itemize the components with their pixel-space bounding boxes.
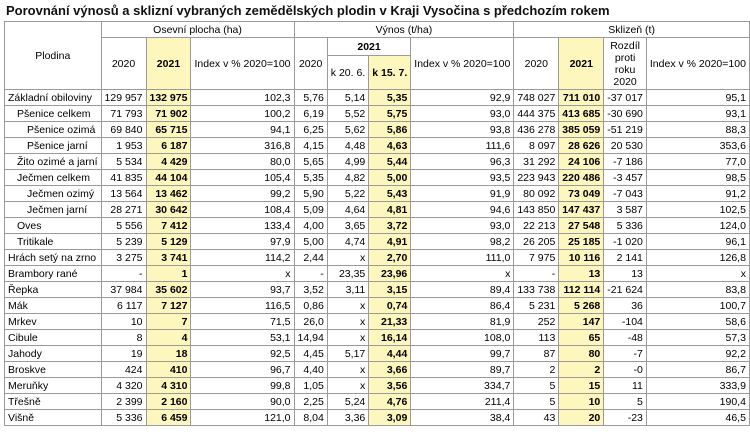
cell-v206: x [327, 250, 368, 266]
cell-sidx: x [646, 266, 749, 282]
cell-v2020: 26,0 [294, 314, 327, 330]
cell-p2020: 19 [101, 346, 146, 362]
cell-p2021: 4 310 [146, 378, 191, 394]
cell-vidx: 91,9 [411, 186, 514, 202]
cell-v2020: 5,65 [294, 154, 327, 170]
cell-sidx: 88,3 [646, 122, 749, 138]
crop-name: Ječmen ozimý [5, 186, 102, 202]
cell-v2020: 3,52 [294, 282, 327, 298]
cell-p2020: 2 399 [101, 394, 146, 410]
table-row [5, 90, 750, 106]
table-row [5, 394, 750, 410]
crop-comparison-table [4, 21, 750, 426]
cell-s2021: 65 [559, 330, 604, 346]
cell-sidx: 77,0 [646, 154, 749, 170]
cell-sidx: 102,5 [646, 202, 749, 218]
cell-sroz: -7 [604, 346, 647, 362]
cell-p2020: 5 336 [101, 410, 146, 426]
cell-vidx: 98,2 [411, 234, 514, 250]
cell-v206: 5,22 [327, 186, 368, 202]
cell-s2020: 436 278 [514, 122, 559, 138]
cell-s2021: 13 [559, 266, 604, 282]
cell-pidx: 108,4 [191, 202, 294, 218]
cell-v206: 4,48 [327, 138, 368, 154]
cell-v206: 4,74 [327, 234, 368, 250]
table-row [5, 362, 750, 378]
cell-s2021: 220 486 [559, 170, 604, 186]
cell-sidx: 98,5 [646, 170, 749, 186]
crop-name: Meruňky [5, 378, 102, 394]
cell-pidx: 92,5 [191, 346, 294, 362]
cell-sroz: 11 [604, 378, 647, 394]
crop-name: Řepka [5, 282, 102, 298]
cell-sroz: -3 457 [604, 170, 647, 186]
table-row [5, 282, 750, 298]
crop-name: Brambory rané [5, 266, 102, 282]
cell-p2020: 129 957 [101, 90, 146, 106]
cell-sidx: 190,4 [646, 394, 749, 410]
cell-v157: 2,70 [369, 250, 411, 266]
table-row [5, 378, 750, 394]
table-body [5, 90, 750, 426]
cell-s2021: 10 [559, 394, 604, 410]
cell-s2020: 113 [514, 330, 559, 346]
header-sklizen-2021: 2021 [559, 38, 604, 90]
cell-s2020: 133 738 [514, 282, 559, 298]
crop-name: Hrách setý na zrno [5, 250, 102, 266]
header-sklizen-index: Index v % 2020=100 [646, 38, 749, 90]
table-row [5, 410, 750, 426]
cell-s2020: 26 205 [514, 234, 559, 250]
cell-s2020: 143 850 [514, 202, 559, 218]
cell-s2021: 28 626 [559, 138, 604, 154]
cell-vidx: 111,0 [411, 250, 514, 266]
cell-s2021: 10 116 [559, 250, 604, 266]
cell-vidx: 93,8 [411, 122, 514, 138]
cell-s2021: 24 106 [559, 154, 604, 170]
cell-v2020: 5,09 [294, 202, 327, 218]
table-row [5, 218, 750, 234]
cell-sroz: 5 336 [604, 218, 647, 234]
cell-s2020: - [514, 266, 559, 282]
cell-vidx: 38,4 [411, 410, 514, 426]
cell-p2021: 6 459 [146, 410, 191, 426]
cell-v2020: 4,45 [294, 346, 327, 362]
cell-p2021: 5 129 [146, 234, 191, 250]
cell-sroz: -1 020 [604, 234, 647, 250]
cell-p2020: 8 [101, 330, 146, 346]
cell-vidx: 92,9 [411, 90, 514, 106]
cell-sidx: 86,7 [646, 362, 749, 378]
cell-p2021: 18 [146, 346, 191, 362]
cell-sidx: 92,2 [646, 346, 749, 362]
cell-v206: x [327, 298, 368, 314]
cell-v2020: 5,00 [294, 234, 327, 250]
cell-p2020: 69 840 [101, 122, 146, 138]
cell-pidx: 121,0 [191, 410, 294, 426]
cell-v157: 3,09 [369, 410, 411, 426]
cell-v157: 5,00 [369, 170, 411, 186]
crop-name: Oves [5, 218, 102, 234]
cell-sroz: -21 624 [604, 282, 647, 298]
header-plodina: Plodina [5, 22, 102, 90]
cell-v2020: 6,19 [294, 106, 327, 122]
cell-sidx: 58,6 [646, 314, 749, 330]
cell-p2021: 7 412 [146, 218, 191, 234]
cell-s2020: 5 [514, 378, 559, 394]
cell-v2020: 2,44 [294, 250, 327, 266]
cell-v2020: 2,25 [294, 394, 327, 410]
cell-pidx: 53,1 [191, 330, 294, 346]
crop-name: Jahody [5, 346, 102, 362]
cell-pidx: 99,8 [191, 378, 294, 394]
header-vynos: Výnos (t/ha) [294, 22, 514, 38]
crop-name: Mrkev [5, 314, 102, 330]
crop-name: Ječmen celkem [5, 170, 102, 186]
cell-v206: 3,65 [327, 218, 368, 234]
table-row [5, 346, 750, 362]
cell-pidx: 100,2 [191, 106, 294, 122]
cell-pidx: 94,1 [191, 122, 294, 138]
table-row [5, 202, 750, 218]
cell-p2020: 5 239 [101, 234, 146, 250]
cell-v2020: 6,25 [294, 122, 327, 138]
cell-p2020: 1 953 [101, 138, 146, 154]
cell-v157: 5,44 [369, 154, 411, 170]
crop-name: Pšenice jarní [5, 138, 102, 154]
cell-v157: 3,72 [369, 218, 411, 234]
cell-sidx: 333,9 [646, 378, 749, 394]
cell-sroz: -37 017 [604, 90, 647, 106]
crop-name: Mák [5, 298, 102, 314]
cell-v2020: 5,35 [294, 170, 327, 186]
cell-v157: 21,33 [369, 314, 411, 330]
cell-v157: 4,63 [369, 138, 411, 154]
cell-vidx: 89,7 [411, 362, 514, 378]
cell-v206: 3,11 [327, 282, 368, 298]
header-oseva-index: Index v % 2020=100 [191, 38, 294, 90]
cell-v206: 4,82 [327, 170, 368, 186]
crop-name: Ječmen jarní [5, 202, 102, 218]
cell-s2021: 147 437 [559, 202, 604, 218]
cell-v206: 5,62 [327, 122, 368, 138]
cell-v2020: 5,76 [294, 90, 327, 106]
crop-name: Pšenice ozimá [5, 122, 102, 138]
cell-v2020: 8,04 [294, 410, 327, 426]
cell-v157: 5,75 [369, 106, 411, 122]
header-vynos-k15-7: k 15. 7. [369, 56, 411, 90]
header-oseva: Osevní plocha (ha) [101, 22, 294, 38]
cell-p2021: 7 127 [146, 298, 191, 314]
cell-v2020: - [294, 266, 327, 282]
cell-v2020: 4,15 [294, 138, 327, 154]
crop-name: Broskve [5, 362, 102, 378]
header-sklizen: Sklizeň (t) [514, 22, 750, 38]
header-sklizen-2020: 2020 [514, 38, 559, 90]
cell-s2021: 385 059 [559, 122, 604, 138]
cell-v206: x [327, 378, 368, 394]
cell-s2021: 5 268 [559, 298, 604, 314]
cell-s2020: 8 097 [514, 138, 559, 154]
table-row [5, 250, 750, 266]
crop-name: Pšenice celkem [5, 106, 102, 122]
cell-pidx: 99,2 [191, 186, 294, 202]
cell-p2021: 3 741 [146, 250, 191, 266]
cell-sroz: 5 [604, 394, 647, 410]
cell-p2021: 30 642 [146, 202, 191, 218]
cell-s2020: 87 [514, 346, 559, 362]
header-oseva-2020: 2020 [101, 38, 146, 90]
cell-pidx: 116,5 [191, 298, 294, 314]
crop-name: Třešně [5, 394, 102, 410]
table-row [5, 154, 750, 170]
cell-sidx: 57,3 [646, 330, 749, 346]
cell-vidx: 94,6 [411, 202, 514, 218]
cell-p2021: 2 160 [146, 394, 191, 410]
table-row [5, 138, 750, 154]
header-oseva-2021: 2021 [146, 38, 191, 90]
cell-vidx: 81,9 [411, 314, 514, 330]
cell-p2021: 65 715 [146, 122, 191, 138]
cell-s2020: 252 [514, 314, 559, 330]
cell-s2021: 112 114 [559, 282, 604, 298]
cell-s2020: 43 [514, 410, 559, 426]
cell-sroz: -23 [604, 410, 647, 426]
header-vynos-k20-6: k 20. 6. [327, 56, 368, 90]
cell-v157: 5,86 [369, 122, 411, 138]
cell-v157: 3,15 [369, 282, 411, 298]
cell-v2020: 4,00 [294, 218, 327, 234]
cell-sidx: 95,1 [646, 90, 749, 106]
crop-name: Tritikale [5, 234, 102, 250]
cell-vidx: 96,3 [411, 154, 514, 170]
cell-pidx: 105,4 [191, 170, 294, 186]
cell-sidx: 93,1 [646, 106, 749, 122]
cell-s2021: 80 [559, 346, 604, 362]
cell-p2021: 13 462 [146, 186, 191, 202]
crop-name: Cibule [5, 330, 102, 346]
cell-s2020: 31 292 [514, 154, 559, 170]
cell-v157: 0,74 [369, 298, 411, 314]
cell-s2021: 15 [559, 378, 604, 394]
crop-name: Višně [5, 410, 102, 426]
cell-p2020: 5 556 [101, 218, 146, 234]
cell-sroz: 13 [604, 266, 647, 282]
crop-name: Základní obiloviny [5, 90, 102, 106]
cell-sroz: -7 043 [604, 186, 647, 202]
cell-s2021: 2 [559, 362, 604, 378]
cell-v2020: 1,05 [294, 378, 327, 394]
cell-v206: 5,17 [327, 346, 368, 362]
cell-v206: 5,52 [327, 106, 368, 122]
cell-sidx: 126,8 [646, 250, 749, 266]
cell-sroz: -0 [604, 362, 647, 378]
cell-sroz: 20 530 [604, 138, 647, 154]
cell-v206: x [327, 362, 368, 378]
cell-v206: x [327, 314, 368, 330]
cell-pidx: 71,5 [191, 314, 294, 330]
cell-sroz: -30 690 [604, 106, 647, 122]
cell-sroz: -48 [604, 330, 647, 346]
cell-s2020: 80 092 [514, 186, 559, 202]
cell-v206: 3,36 [327, 410, 368, 426]
cell-p2020: 37 984 [101, 282, 146, 298]
cell-v157: 5,35 [369, 90, 411, 106]
table-row [5, 314, 750, 330]
cell-s2020: 748 027 [514, 90, 559, 106]
cell-p2020: 424 [101, 362, 146, 378]
cell-v206: x [327, 330, 368, 346]
table-row [5, 122, 750, 138]
table-row [5, 266, 750, 282]
cell-p2021: 4 [146, 330, 191, 346]
cell-p2020: 5 534 [101, 154, 146, 170]
cell-pidx: 93,7 [191, 282, 294, 298]
cell-p2020: 4 320 [101, 378, 146, 394]
table-row [5, 170, 750, 186]
table-row [5, 106, 750, 122]
cell-s2021: 147 [559, 314, 604, 330]
cell-s2021: 73 049 [559, 186, 604, 202]
cell-p2020: 13 564 [101, 186, 146, 202]
cell-sroz: -51 219 [604, 122, 647, 138]
cell-v206: 5,14 [327, 90, 368, 106]
header-vynos-index: Index v % 2020=100 [411, 38, 514, 90]
cell-s2021: 711 010 [559, 90, 604, 106]
cell-sidx: 100,7 [646, 298, 749, 314]
table-row [5, 186, 750, 202]
cell-s2020: 5 231 [514, 298, 559, 314]
cell-vidx: 111,6 [411, 138, 514, 154]
cell-pidx: 97,9 [191, 234, 294, 250]
cell-sidx: 91,2 [646, 186, 749, 202]
cell-s2021: 20 [559, 410, 604, 426]
cell-sidx: 96,1 [646, 234, 749, 250]
cell-p2021: 7 [146, 314, 191, 330]
cell-vidx: 93,0 [411, 106, 514, 122]
cell-p2020: 71 793 [101, 106, 146, 122]
cell-sidx: 46,5 [646, 410, 749, 426]
page-title: Porovnání výnosů a sklizní vybraných zemědělských plodin v Kraji Vysočina s předchozím rokem [6, 3, 610, 18]
cell-pidx: 90,0 [191, 394, 294, 410]
cell-p2021: 35 602 [146, 282, 191, 298]
cell-p2021: 6 187 [146, 138, 191, 154]
cell-pidx: 316,8 [191, 138, 294, 154]
cell-v2020: 0,86 [294, 298, 327, 314]
cell-vidx: 93,5 [411, 170, 514, 186]
cell-pidx: 96,7 [191, 362, 294, 378]
cell-sroz: 2 141 [604, 250, 647, 266]
cell-p2021: 4 429 [146, 154, 191, 170]
cell-v157: 4,81 [369, 202, 411, 218]
cell-p2021: 71 902 [146, 106, 191, 122]
cell-s2021: 27 548 [559, 218, 604, 234]
cell-vidx: 93,0 [411, 218, 514, 234]
cell-vidx: 86,4 [411, 298, 514, 314]
cell-sroz: 36 [604, 298, 647, 314]
cell-p2020: 3 275 [101, 250, 146, 266]
cell-s2020: 2 [514, 362, 559, 378]
crop-name: Žito ozimé a jarní [5, 154, 102, 170]
cell-s2020: 223 943 [514, 170, 559, 186]
cell-v2020: 5,90 [294, 186, 327, 202]
cell-s2020: 444 375 [514, 106, 559, 122]
cell-v157: 3,66 [369, 362, 411, 378]
cell-v2020: 14,94 [294, 330, 327, 346]
cell-vidx: 89,4 [411, 282, 514, 298]
cell-sroz: 3 587 [604, 202, 647, 218]
cell-s2020: 5 [514, 394, 559, 410]
cell-p2020: 28 271 [101, 202, 146, 218]
cell-s2020: 7 975 [514, 250, 559, 266]
cell-vidx: 99,7 [411, 346, 514, 362]
cell-v206: 4,99 [327, 154, 368, 170]
cell-sroz: -7 186 [604, 154, 647, 170]
cell-pidx: 80,0 [191, 154, 294, 170]
header-vynos-2020: 2020 [294, 38, 327, 90]
cell-p2021: 1 [146, 266, 191, 282]
cell-v157: 16,14 [369, 330, 411, 346]
cell-p2020: 41 835 [101, 170, 146, 186]
cell-p2020: - [101, 266, 146, 282]
cell-pidx: 102,3 [191, 90, 294, 106]
cell-vidx: 334,7 [411, 378, 514, 394]
cell-v157: 5,43 [369, 186, 411, 202]
header-sklizen-rozdil: Rozdíl proti roku 2020 [604, 38, 647, 90]
cell-v157: 4,44 [369, 346, 411, 362]
cell-v157: 23,96 [369, 266, 411, 282]
cell-p2020: 10 [101, 314, 146, 330]
cell-v2020: 4,40 [294, 362, 327, 378]
cell-p2021: 132 975 [146, 90, 191, 106]
cell-v206: 5,24 [327, 394, 368, 410]
header-vynos-2021: 2021 [327, 38, 410, 56]
cell-vidx: 108,0 [411, 330, 514, 346]
cell-v157: 4,91 [369, 234, 411, 250]
cell-vidx: 211,4 [411, 394, 514, 410]
table-row [5, 298, 750, 314]
cell-sidx: 353,6 [646, 138, 749, 154]
cell-v157: 4,76 [369, 394, 411, 410]
table-row [5, 234, 750, 250]
cell-pidx: 133,4 [191, 218, 294, 234]
cell-sroz: -104 [604, 314, 647, 330]
cell-sidx: 124,0 [646, 218, 749, 234]
cell-s2021: 25 185 [559, 234, 604, 250]
table-row [5, 330, 750, 346]
cell-p2021: 410 [146, 362, 191, 378]
cell-v206: 23,35 [327, 266, 368, 282]
cell-p2020: 6 117 [101, 298, 146, 314]
cell-v206: 4,64 [327, 202, 368, 218]
cell-s2020: 22 213 [514, 218, 559, 234]
cell-v157: 3,56 [369, 378, 411, 394]
cell-pidx: x [191, 266, 294, 282]
cell-p2021: 44 104 [146, 170, 191, 186]
cell-vidx: x [411, 266, 514, 282]
cell-sidx: 83,8 [646, 282, 749, 298]
cell-s2021: 413 685 [559, 106, 604, 122]
cell-pidx: 114,2 [191, 250, 294, 266]
